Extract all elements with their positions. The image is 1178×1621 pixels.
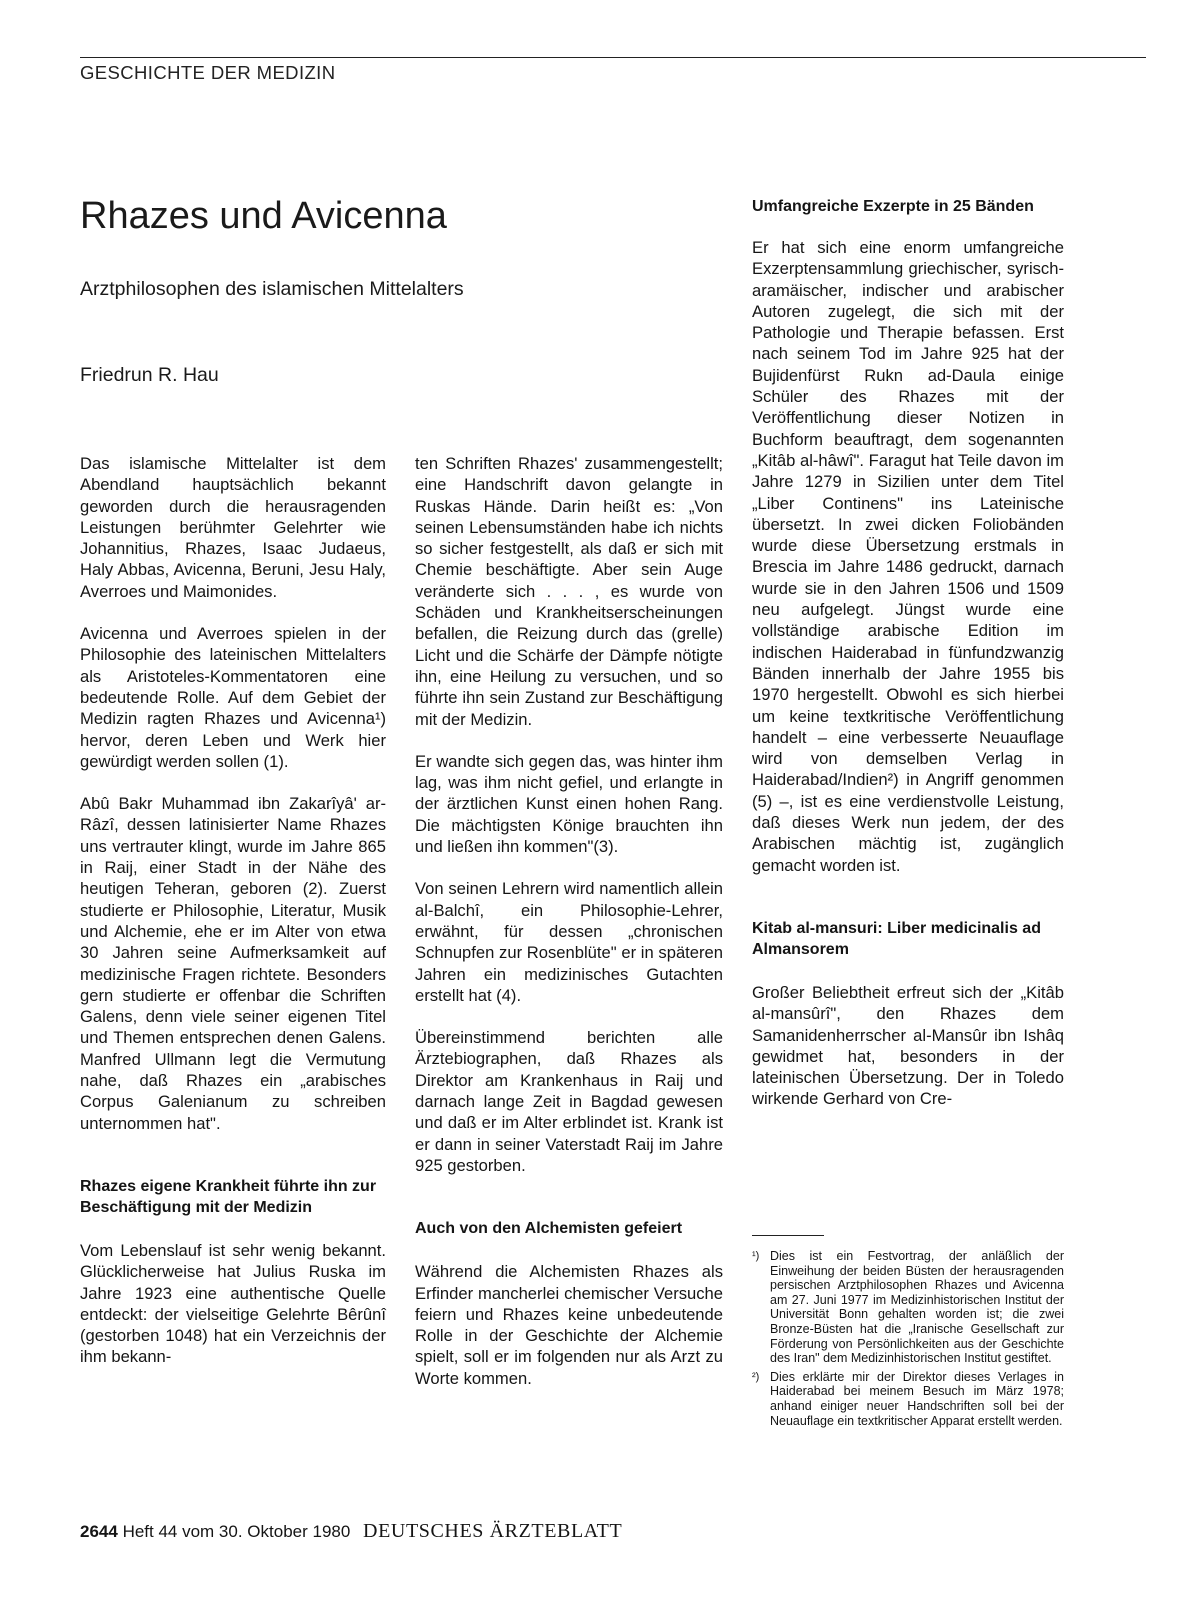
footnotes (752, 1249, 1064, 1432)
text-column-2 (415, 453, 723, 1389)
footnote-mark: ²) (752, 1370, 760, 1383)
section-heading: GESCHICHTE DER MEDIZIN (80, 62, 336, 83)
subheading: Umfangreiche Exzerpte in 25 Bänden (752, 198, 1034, 215)
paragraph: Von seinen Lehrern wird namentlich allein al-Balchî, ein Philosophie-Lehrer, erwähnt, für dessen „chronischen Schnupfen zur Rosenblüte" er in späteren Jahren ein medizinisches Gutachten erstellt hat (4). (415, 879, 723, 1005)
paragraph: Großer Beliebtheit erfreut sich der „Kitâb al-mansûrî", den Rhazes dem Samanidenherrscher al-Mansûr ibn Ishâq gewidmet hat, besonders in der lateinischen Übersetzung. Der in Toledo wirkende Gerhard von Cre- (752, 982, 1064, 1109)
page-footer (80, 1520, 622, 1543)
subheading: Kitab al-mansuri: Liber medicinalis ad Almansorem (752, 919, 1041, 958)
paragraph: Das islamische Mittelalter ist dem Abendland hauptsächlich bekannt geworden durch die herausragenden Leistungen berühmter Gelehrter wie Johannitius, Rhazes, Isaac Judaeus, Haly Abbas, Avicenna, Beruni, Jesu Haly, Averroes und Maimonides. (80, 454, 386, 601)
footnote-text: Dies erklärte mir der Direktor dieses Verlages in Haiderabad bei meinem Besuch im März 1978; anhand einiger neuer Handschriften soll bei der Neuauflage ein textkritischer Apparat erstellt werden. (770, 1369, 1064, 1428)
page-number: 2644 (80, 1522, 118, 1541)
footnote (752, 1249, 1064, 1366)
footnote-mark: ¹) (752, 1250, 760, 1262)
paragraph: Avicenna und Averroes spielen in der Philosophie des lateinischen Mittelalters als Aristoteles-Kommentatoren eine bedeutende Rolle. Auf dem Gebiet der Medizin ragten Rhazes und Avicenna¹) hervor, deren Leben und Werk hier gewürdigt werden sollen (1). (80, 624, 386, 771)
subheading: Rhazes eigene Krankheit führte ihn zur Beschäftigung mit der Medizin (80, 1177, 377, 1216)
paragraph: Er wandte sich gegen das, was hinter ihm lag, was ihm nicht gefiel, und erlangte in der ärztlichen Kunst einen hohen Rang. Die mächtigsten Könige brauchten ihn und ließen ihn kommen"(3). (415, 751, 723, 857)
header-rule (80, 57, 1146, 58)
journal-name: DEUTSCHES ÄRZTEBLATT (363, 1520, 623, 1542)
paragraph: Während die Alchemisten Rhazes als Erfinder mancherlei chemischer Versuche feiern und Rhazes keine unbedeutende Rolle in der Geschichte der Alchemie spielt, soll er im folgenden nur als Arzt zu Worte kommen. (415, 1262, 723, 1388)
issue-info: Heft 44 vom 30. Oktober 1980 (122, 1522, 351, 1541)
paragraph: Übereinstimmend berichten alle Ärztebiographen, daß Rhazes als Direktor am Krankenhaus in Raij und darnach lange Zeit in Bagdad gewesen und daß er im Alter erblindet ist. Krank ist er dann in seiner Vaterstadt Raij im Jahre 925 gestorben. (415, 1028, 723, 1175)
text-column-3 (752, 196, 1064, 1110)
paragraph: ten Schriften Rhazes' zusammengestellt; eine Handschrift davon gelangte in Ruskas Hände. Darin heißt es: „Von seinen Lebensumständen habe ich nichts so sicher festgestellt, als daß er sich mit Chemie beschäftigte. Aber sein Auge veränderte sich . . . , es wurde von Schäden und Krankheitserscheinungen befallen, die Reizung durch das (grelle) Licht und die Schärfe der Dämpfe nötigte ihn, eine Heilung zu versuchen, und so führte ihn sein Zustand zur Beschäftigung mit der Medizin. (415, 454, 723, 729)
article-title: Rhazes und Avicenna (80, 195, 447, 237)
paragraph: Er hat sich eine enorm umfangreiche Exzerptensammlung griechischer, syrisch-aramäischer, indischer und arabischer Autoren zugelegt, die sich mit der Pathologie und Therapie befassen. Erst nach seinem Tod im Jahre 925 hat der Bujidenfürst Rukn ad-Daula einige Schüler des Rhazes mit der Veröffentlichung dieser Notizen in Buchform beauftragt, dem sogenannten „Kitâb al-hâwî". Faragut hat Teile davon im Jahre 1279 in Sizilien unter dem Titel „Liber Continens" ins Lateinische übersetzt. In zwei dicken Foliobänden wurde diese Übersetzung erstmals in Brescia im Jahre 1486 gedruckt, darnach wurde sie in den Jahren 1506 und 1509 neu aufgelegt. Jüngst wurde eine vollständige arabische Edition im indischen Haiderabad in fünfundzwanzig Bänden innerhalb der Jahre 1955 bis 1970 hergestellt. Obwohl es sich hierbei um keine textkritische Veröffentlichung handelt – eine verbesserte Neuauflage wird von demselben Verlag in Haiderabad/Indien²) in Angriff genommen (5) –, ist es eine verdienstvolle Leistung, daß dieses Werk nun jedem, der des Arabischen mächtig ist, zugänglich gemacht worden ist. (752, 238, 1064, 875)
subheading: Auch von den Alchemisten gefeiert (415, 1220, 683, 1238)
paragraph: Abû Bakr Muhammad ibn Zakarîyâ' ar-Râzî, dessen latinisierter Name Rhazes uns vertrauter klingt, wurde im Jahre 865 in Raij, einer Stadt in der Nähe des heutigen Teheran, geboren (2). Zuerst studierte er Philosophie, Literatur, Musik und Alchemie, ehe er im Alter von etwa 30 Jahren seine Aufmerksamkeit auf medizinische Fragen richtete. Besonders gern studierte er offenbar die Schriften Galens, denn viele seiner eigenen Titel und Themen entsprechen denen Galens. Manfred Ullmann legt die Vermutung nahe, daß Rhazes ein „arabisches Corpus Galenianum zu schreiben unternommen hat". (80, 794, 386, 1133)
footnote (752, 1370, 1064, 1428)
text-column-1 (80, 453, 386, 1368)
article-author: Friedrun R. Hau (80, 364, 219, 386)
footnote-rule (752, 1235, 824, 1236)
article-subtitle: Arztphilosophen des islamischen Mittelalters (80, 278, 464, 300)
footnote-text: Dies ist ein Festvortrag, der anläßlich der Einweihung der beiden Büsten der herausragenden persischen Arztphilosophen Rhazes und Avicenna am 27. Juni 1977 im Medizinhistorischen Institut der Universität Bonn gehalten worden ist; die zwei Bronze-Büsten hat die „Iranische Gesellschaft zur Förderung von Persönlichkeiten aus der Geschichte des Iran" dem Medizinhistorischen Institut gestiftet. (770, 1249, 1064, 1366)
paragraph: Vom Lebenslauf ist sehr wenig bekannt. Glücklicherweise hat Julius Ruska im Jahre 1923 eine authentische Quelle entdeckt: der vielseitige Gelehrte Bêrûnî (gestorben 1048) hat ein Verzeichnis der ihm bekann- (80, 1240, 386, 1367)
